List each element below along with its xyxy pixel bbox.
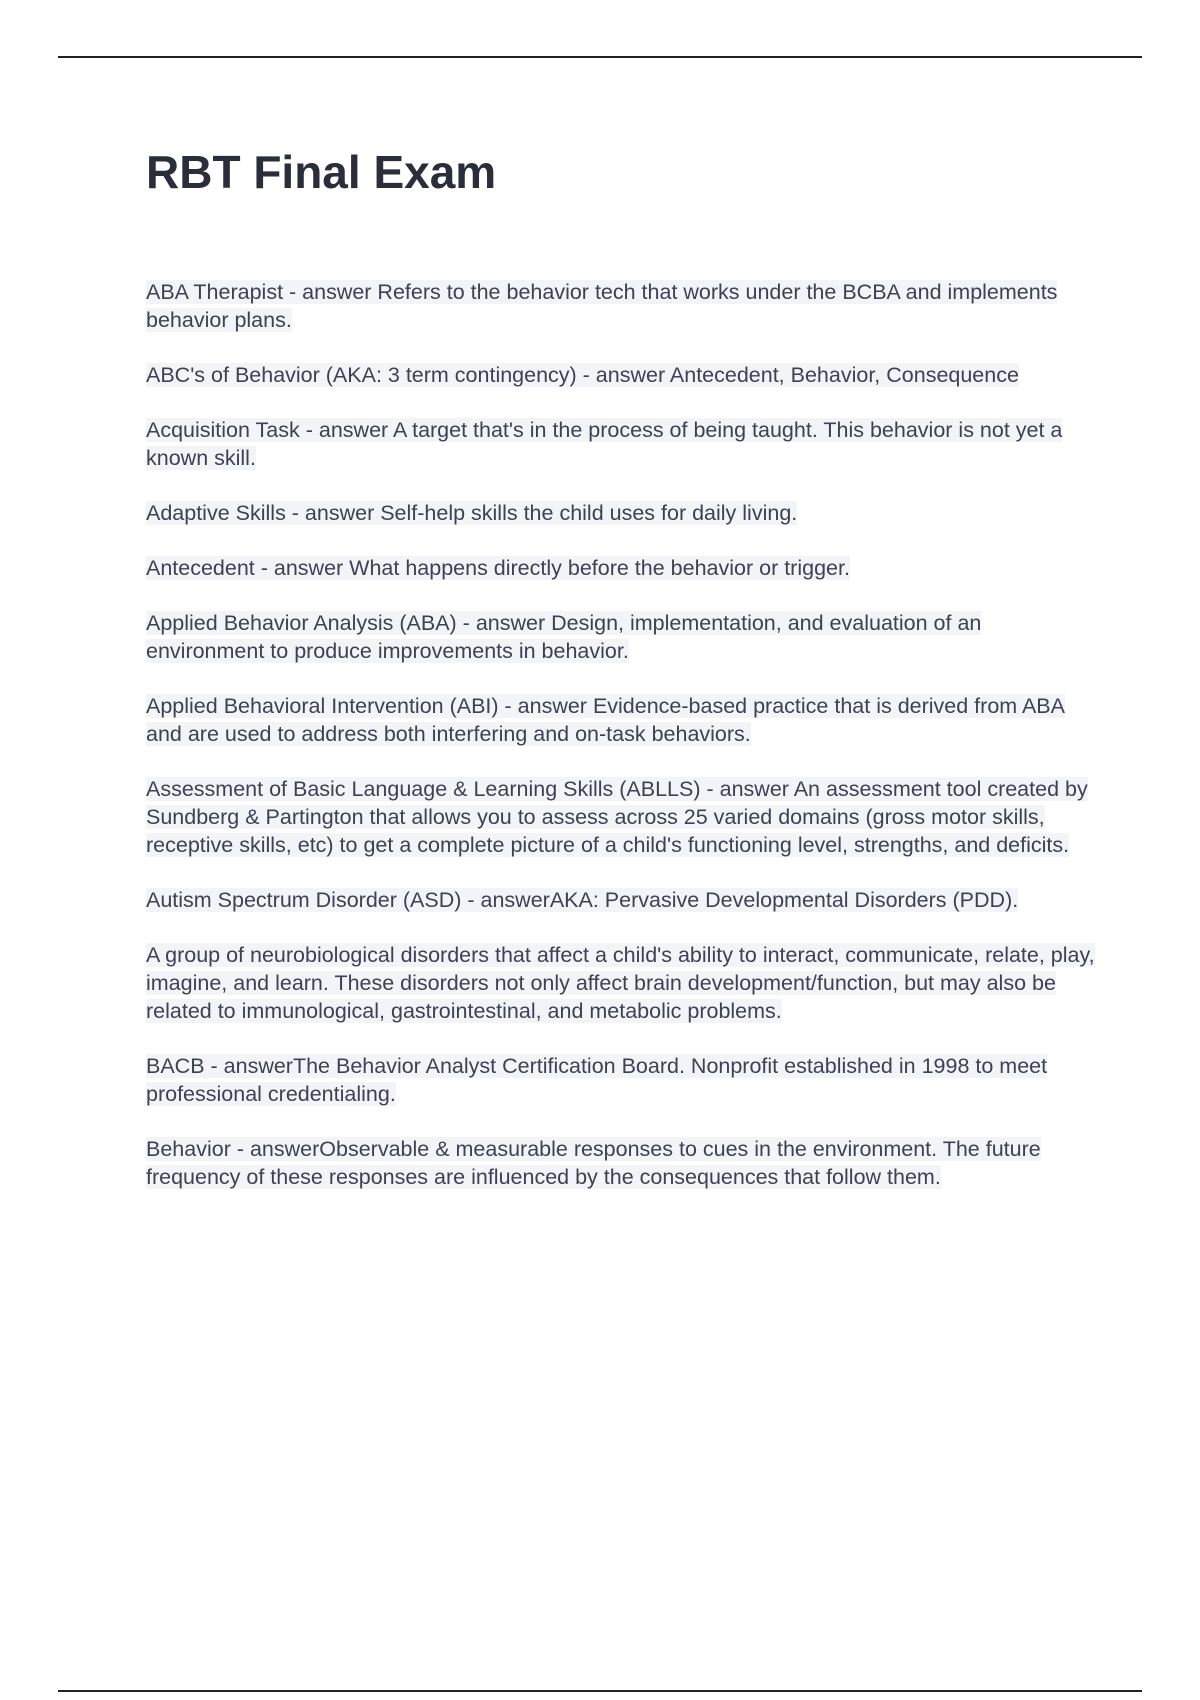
- term-entry: [146, 692, 1096, 748]
- term-entry: [146, 1052, 1096, 1108]
- term-list: [146, 278, 1096, 1191]
- term-entry-text: Applied Behavioral Intervention (ABI) - answer Evidence-based practice that is derived from ABA and are used to address both interfering and on-task behaviors.: [146, 694, 1065, 746]
- bottom-rule: [58, 1690, 1142, 1692]
- term-entry: [146, 278, 1096, 334]
- term-entry-text: Assessment of Basic Language & Learning Skills (ABLLS) - answer An assessment tool created by Sundberg & Partington that allows you to assess across 25 varied domains (gross motor skills, receptive skills, etc) to get a complete picture of a child's functioning level, strengths, and deficits.: [146, 777, 1088, 857]
- term-entry-text: A group of neurobiological disorders that affect a child's ability to interact, communicate, relate, play, imagine, and learn. These disorders not only affect brain development/function, but may also be related to immunological, gastrointestinal, and metabolic problems.: [146, 943, 1095, 1023]
- term-entry: [146, 1135, 1096, 1191]
- term-entry-text: Acquisition Task - answer A target that's in the process of being taught. This behavior is not yet a known skill.: [146, 418, 1063, 470]
- page-title: RBT Final Exam: [146, 146, 497, 198]
- term-entry-text: Autism Spectrum Disorder (ASD) - answerAKA: Pervasive Developmental Disorders (PDD).: [146, 888, 1019, 912]
- term-entry: [146, 941, 1096, 1025]
- term-entry: [146, 499, 1096, 527]
- term-entry-text: Antecedent - answer What happens directly before the behavior or trigger.: [146, 556, 850, 580]
- document-body: [146, 140, 1096, 1218]
- term-entry: [146, 554, 1096, 582]
- term-entry: [146, 609, 1096, 665]
- term-entry: [146, 416, 1096, 472]
- term-entry-text: Behavior - answerObservable & measurable responses to cues in the environment. The future frequency of these responses are influenced by the consequences that follow them.: [146, 1137, 1041, 1189]
- term-entry-text: BACB - answerThe Behavior Analyst Certification Board. Nonprofit established in 1998 to meet professional credentialing.: [146, 1054, 1048, 1106]
- term-entry: [146, 775, 1096, 859]
- top-rule: [58, 56, 1142, 58]
- term-entry: [146, 361, 1096, 389]
- term-entry: [146, 886, 1096, 914]
- term-entry-text: ABC's of Behavior (AKA: 3 term contingency) - answer Antecedent, Behavior, Consequence: [146, 363, 1019, 387]
- term-entry-text: Applied Behavior Analysis (ABA) - answer Design, implementation, and evaluation of an environment to produce improvements in behavior.: [146, 611, 982, 663]
- term-entry-text: ABA Therapist - answer Refers to the behavior tech that works under the BCBA and implements behavior plans.: [146, 280, 1058, 332]
- term-entry-text: Adaptive Skills - answer Self-help skills the child uses for daily living.: [146, 501, 798, 525]
